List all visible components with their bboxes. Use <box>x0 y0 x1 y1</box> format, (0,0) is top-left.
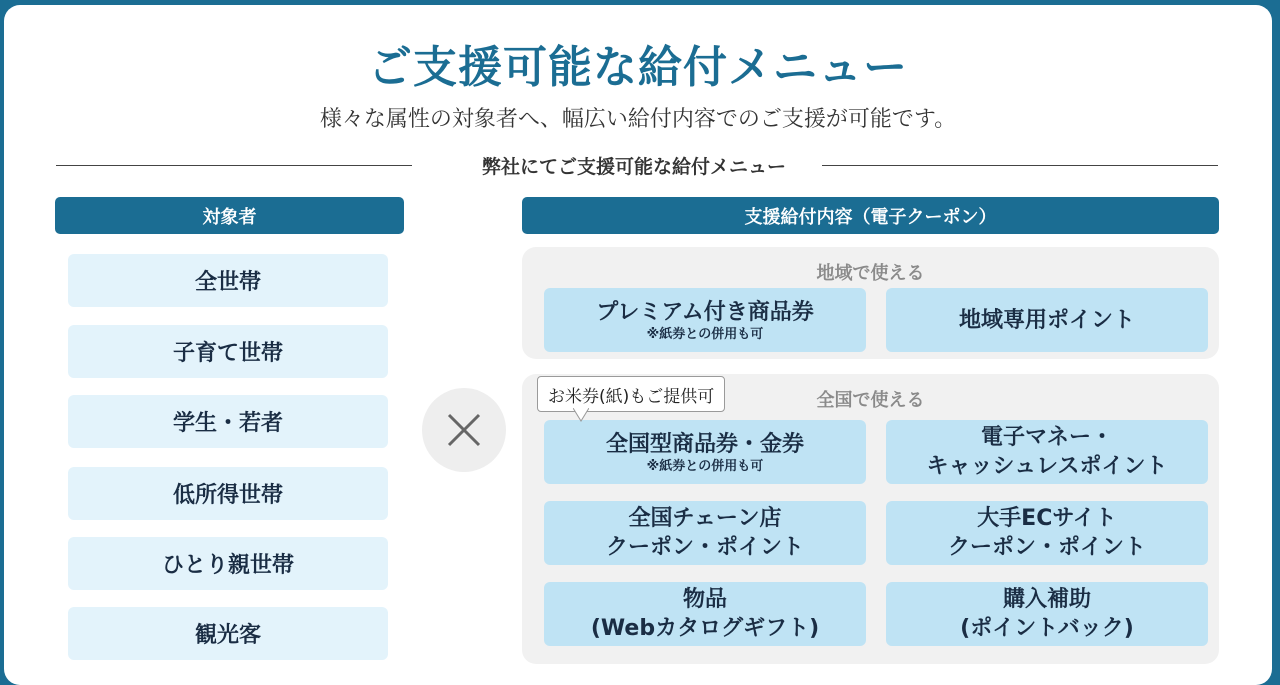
benefit-card-title-line2: (ポイントバック) <box>960 616 1134 641</box>
target-card-child-rearing: 子育て世帯 <box>68 325 388 378</box>
page-title: ご支援可能な給付メニュー <box>368 42 908 93</box>
benefit-card-note: ※紙券との併用も可 <box>646 326 764 342</box>
benefit-card-national-voucher <box>544 420 866 484</box>
target-card-all-households: 全世帯 <box>68 254 388 307</box>
benefit-card-regional-points <box>886 288 1208 352</box>
benefit-card-title: 地域専用ポイント <box>958 307 1135 333</box>
target-card-single-parent: ひとり親世帯 <box>68 537 388 590</box>
benefit-card-title-line2: クーポン・ポイント <box>947 535 1146 560</box>
target-card-students: 学生・若者 <box>68 395 388 448</box>
benefit-card-purchase-subsidy <box>886 582 1208 646</box>
benefit-card-title: 物品 <box>682 587 727 612</box>
benefits-header: 支援給付内容（電子クーポン） <box>522 197 1219 234</box>
nation-group <box>522 374 1219 664</box>
benefit-card-title-line2: クーポン・ポイント <box>605 535 804 560</box>
target-card-tourists: 観光客 <box>68 607 388 660</box>
benefit-card-e-money <box>886 420 1208 484</box>
page-subtitle: 様々な属性の対象者へ、幅広い給付内容でのご支援が可能です。 <box>319 107 957 132</box>
nation-group-label: 全国で使える <box>816 390 925 411</box>
times-icon <box>422 388 506 472</box>
benefit-card-title: 全国チェーン店 <box>628 506 782 531</box>
benefit-card-title: 全国型商品券・金券 <box>605 431 804 457</box>
benefit-card-title-line2: (Webカタログギフト) <box>590 616 820 641</box>
benefit-card-title-line2: キャッシュレスポイント <box>926 454 1168 479</box>
benefit-card-title: 購入補助 <box>1002 587 1091 612</box>
targets-header: 対象者 <box>55 197 404 234</box>
benefit-card-title: プレミアム付き商品券 <box>596 299 814 325</box>
rice-voucher-tooltip: お米券(紙)もご提供可 <box>537 376 725 412</box>
benefit-card-goods <box>544 582 866 646</box>
section-label: 弊社にてご支援可能な給付メニュー <box>481 156 786 178</box>
benefit-card-title: 電子マネー・ <box>980 425 1113 450</box>
benefit-card-chain-store <box>544 501 866 565</box>
region-group-label: 地域で使える <box>816 263 925 284</box>
tooltip-tail <box>573 408 589 422</box>
benefit-card-title: 大手ECサイト <box>977 506 1117 531</box>
benefit-card-note: ※紙券との併用も可 <box>646 458 764 474</box>
region-group <box>522 247 1219 359</box>
divider-right <box>822 165 1218 166</box>
benefit-card-ec-site <box>886 501 1208 565</box>
benefit-card-premium-voucher <box>544 288 866 352</box>
target-card-low-income: 低所得世帯 <box>68 467 388 520</box>
